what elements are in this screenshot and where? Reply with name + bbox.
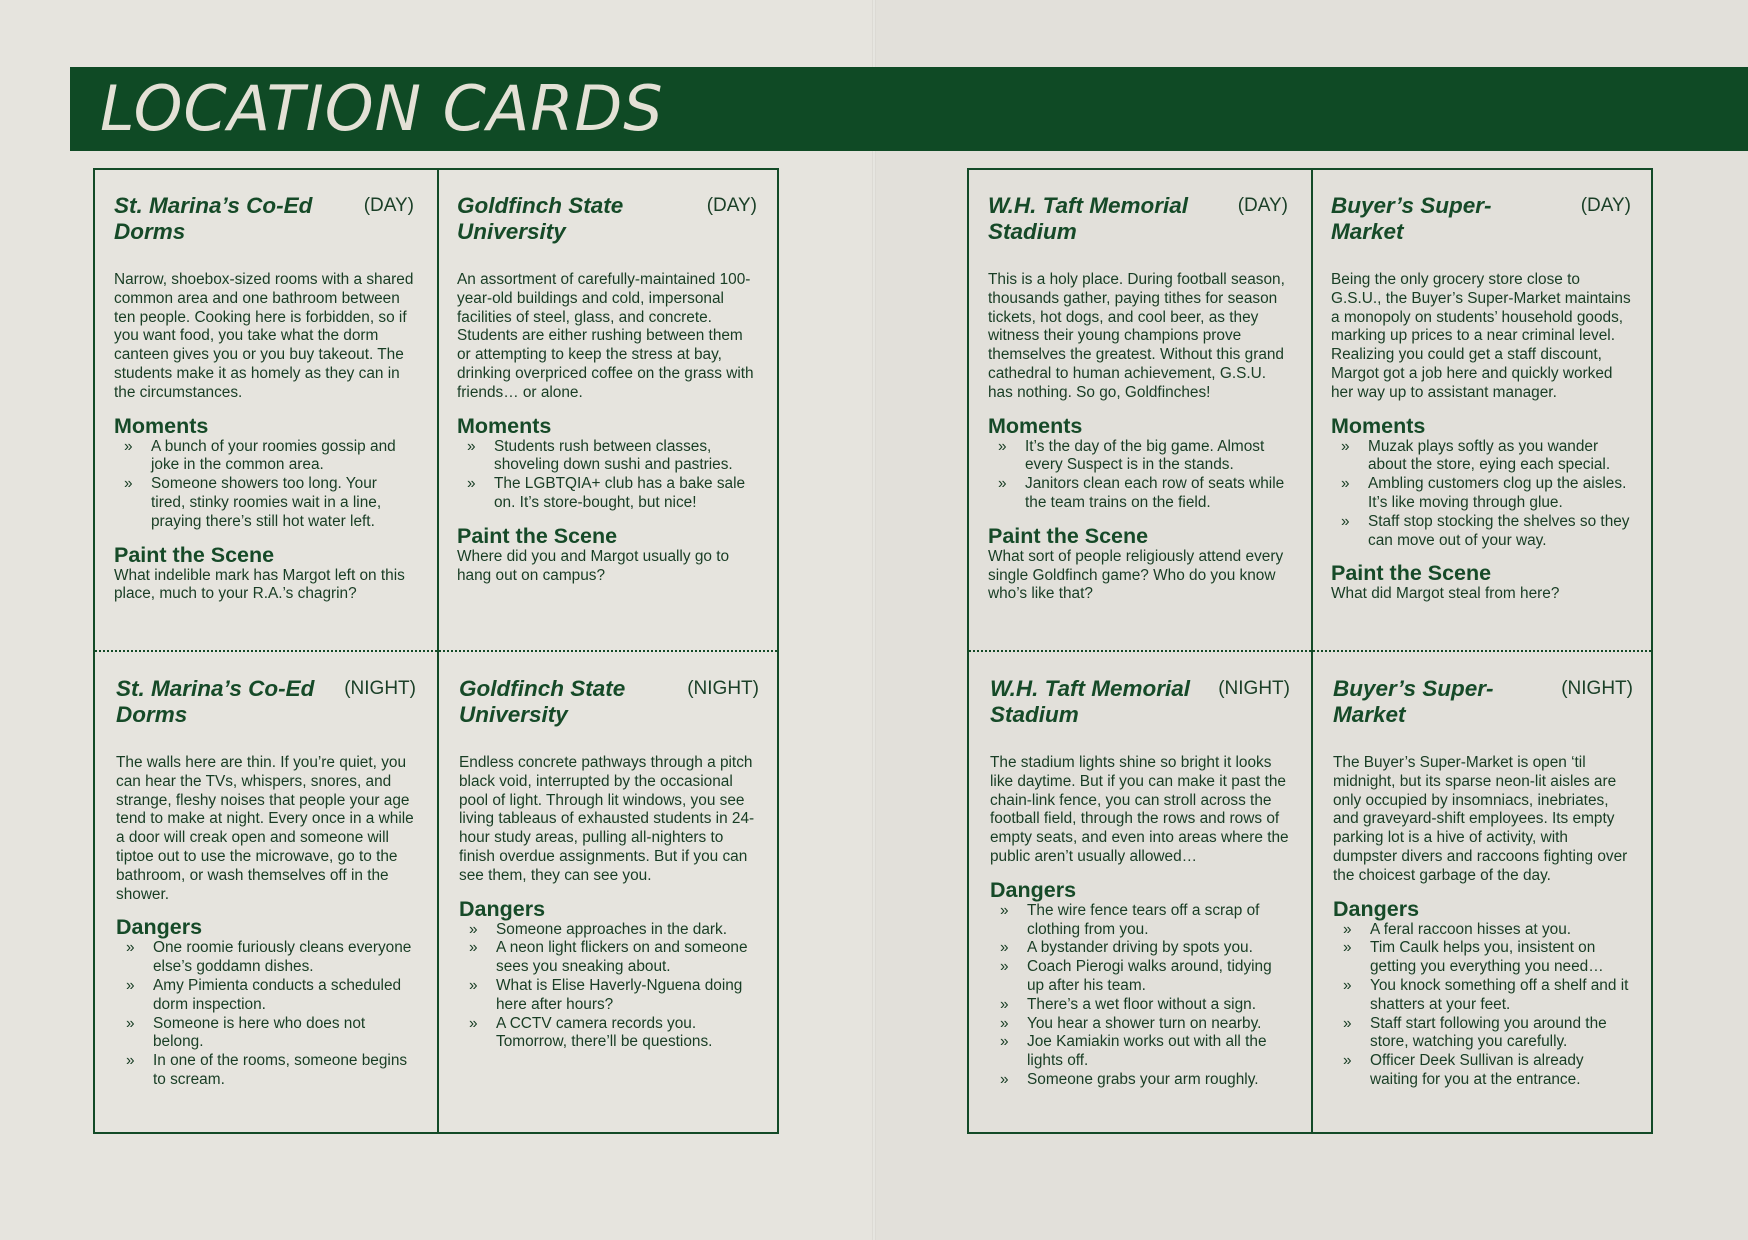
list-item: » Ambling customers clog up the aisles. It’s like moving through glue.: [1331, 475, 1631, 513]
list-item: » There’s a wet floor without a sign.: [990, 996, 1290, 1015]
list-item: » A bunch of your roomies gossip and joke in the common area.: [114, 438, 414, 476]
dangers-list: [459, 921, 759, 1053]
location-card-dorms-night: [116, 676, 416, 1116]
card-description: This is a holy place. During football season, thousands gather, paying tithes for season tickets, hot dogs, and cool beer, as they witness their young champions prove themselves the greatest. Without this grand cathedral to human achievement, G.S.U. has nothing. So go, Goldfinches!: [988, 271, 1285, 401]
list-item: » A neon light flickers on and someone sees you sneaking about.: [459, 939, 759, 977]
card-title: Goldfinch State University: [457, 193, 624, 244]
list-item: » What is Elise Haverly-Nguena doing here after hours?: [459, 977, 759, 1015]
list-item: » Someone is here who does not belong.: [116, 1015, 416, 1053]
list-item: » Tim Caulk helps you, insistent on getting you everything you need…: [1333, 939, 1633, 977]
header-banner: [70, 67, 1748, 151]
book-spine: [872, 0, 876, 1240]
card-time-label: (NIGHT): [687, 678, 759, 699]
card-title: Goldfinch State University: [459, 676, 626, 727]
list-item: » Coach Pierogi walks around, tidying up after his team.: [990, 958, 1290, 996]
location-card-supermarket-night: [1333, 676, 1633, 1116]
location-card-university-night: [459, 676, 759, 1116]
card-description: Being the only grocery store close to G.S.U., the Buyer’s Super-Market maintains a monopoly on students’ household goods, marking up prices to a near criminal level. Realizing you could get a staff discount, Margot got a job here and quickly worked her way up to assistant manager.: [1331, 271, 1631, 401]
location-card-stadium-day: [988, 193, 1288, 633]
card-title: St. Marina’s Co-Ed Dorms: [116, 676, 315, 727]
card-title: Buyer’s Super-Market: [1331, 193, 1492, 244]
paint-scene-text: Where did you and Margot usually go to hang out on campus?: [457, 547, 730, 584]
list-item: » In one of the rooms, someone begins to scream.: [116, 1052, 416, 1090]
paint-scene-heading: Paint the Scene: [457, 523, 618, 548]
dangers-list: [116, 939, 416, 1089]
dangers-heading: Dangers: [1333, 896, 1420, 921]
card-time-label: (NIGHT): [1218, 678, 1290, 699]
list-item: » Students rush between classes, shoveling down sushi and pastries.: [457, 438, 757, 476]
card-title: Buyer’s Super-Market: [1333, 676, 1494, 727]
list-item: » It’s the day of the big game. Almost every Suspect is in the stands.: [988, 438, 1288, 476]
list-item: » Muzak plays softly as you wander about the store, eying each special.: [1331, 438, 1631, 476]
list-item: » Someone showers too long. Your tired, stinky roomies wait in a line, praying there’s still hot water left.: [114, 475, 414, 531]
paint-scene-text: What did Margot steal from here?: [1331, 585, 1560, 603]
list-item: » You hear a shower turn on nearby.: [990, 1015, 1290, 1034]
paint-scene-heading: Paint the Scene: [114, 542, 275, 567]
list-item: » A bystander driving by spots you.: [990, 939, 1290, 958]
card-cut-line: [969, 650, 1651, 652]
card-description: The walls here are thin. If you’re quiet, you can hear the TVs, whispers, snores, and strange, fleshy noises that people your age tend to make at night. Every once in a while a door will creak open and someone will tiptoe out to use the microwave, go to the bathroom, or wash themselves off in the shower.: [116, 754, 414, 903]
list-item: » One roomie furiously cleans everyone else’s goddamn dishes.: [116, 939, 416, 977]
list-item: » Amy Pimienta conducts a scheduled dorm inspection.: [116, 977, 416, 1015]
list-item: » Janitors clean each row of seats while the team trains on the field.: [988, 475, 1288, 513]
moments-heading: Moments: [988, 413, 1083, 438]
dangers-list: [1333, 921, 1633, 1090]
card-title: St. Marina’s Co-Ed Dorms: [114, 193, 313, 244]
moments-list: [988, 438, 1288, 513]
moments-heading: Moments: [1331, 413, 1426, 438]
card-cut-line: [95, 650, 777, 652]
paint-scene-text: What indelible mark has Margot left on this place, much to your R.A.’s chagrin?: [114, 566, 405, 603]
list-item: » A feral raccoon hisses at you.: [1333, 921, 1633, 940]
card-description: The stadium lights shine so bright it looks like daytime. But if you can make it past the chain-link fence, you can stroll across the football field, through the rows and rows of empty seats, and even into areas where the public aren’t usually allowed…: [990, 754, 1289, 865]
location-card-dorms-day: [114, 193, 414, 633]
page-title: LOCATION CARDS: [100, 72, 664, 145]
card-time-label: (DAY): [363, 195, 414, 216]
list-item: » Staff start following you around the store, watching you carefully.: [1333, 1015, 1633, 1053]
location-card-stadium-night: [990, 676, 1290, 1116]
list-item: » The wire fence tears off a scrap of clothing from you.: [990, 902, 1290, 940]
card-time-label: (DAY): [1580, 195, 1631, 216]
paint-scene-heading: Paint the Scene: [1331, 561, 1492, 586]
card-time-label: (NIGHT): [344, 678, 416, 699]
list-item: » Joe Kamiakin works out with all the lights off.: [990, 1033, 1290, 1071]
list-item: » Someone approaches in the dark.: [459, 921, 759, 940]
dangers-list: [990, 902, 1290, 1090]
paint-scene-heading: Paint the Scene: [988, 523, 1149, 548]
card-description: Endless concrete pathways through a pitch black void, interrupted by the occasional pool of light. Through lit windows, you see living tableaus of exhausted students in 24-hour study areas, pulling all-nighters to finish overdue assignments. But if you can see them, they can see you.: [459, 754, 755, 884]
card-time-label: (NIGHT): [1561, 678, 1633, 699]
location-card-university-day: [457, 193, 757, 633]
card-description: An assortment of carefully-maintained 100-year-old buildings and cold, impersonal facilities of steel, glass, and concrete. Students are either rushing between them or attempting to keep the stress at bay, drinking overpriced coffee on the grass with friends… or alone.: [457, 271, 754, 401]
location-card-supermarket-day: [1331, 193, 1631, 633]
card-title: W.H. Taft Memorial Stadium: [990, 676, 1191, 727]
list-item: » The LGBTQIA+ club has a bake sale on. It’s store-bought, but nice!: [457, 475, 757, 513]
moments-heading: Moments: [114, 413, 209, 438]
card-time-label: (DAY): [1237, 195, 1288, 216]
paint-scene-text: What sort of people religiously attend every single Goldfinch game? Who do you know who’s like that?: [988, 547, 1284, 603]
card-description: The Buyer’s Super-Market is open ‘til midnight, but its sparse neon-lit aisles are only occupied by insomniacs, inebriates, and graveyard-shift employees. Its empty parking lot is a hive of activity, with dumpster divers and raccoons fighting over the choicest garbage of the day.: [1333, 754, 1628, 884]
dangers-heading: Dangers: [116, 915, 203, 940]
list-item: » Someone grabs your arm roughly.: [990, 1071, 1290, 1090]
moments-list: [1331, 438, 1631, 551]
list-item: » You knock something off a shelf and it shatters at your feet.: [1333, 977, 1633, 1015]
card-title: W.H. Taft Memorial Stadium: [988, 193, 1189, 244]
card-description: Narrow, shoebox-sized rooms with a shared common area and one bathroom between ten people. Cooking here is forbidden, so if you want food, you take what the dorm canteen gives you or you buy takeout. The students make it as homely as they can in the circumstances.: [114, 271, 414, 401]
moments-heading: Moments: [457, 413, 552, 438]
list-item: » A CCTV camera records you. Tomorrow, there’ll be questions.: [459, 1015, 759, 1053]
list-item: » Staff stop stocking the shelves so they can move out of your way.: [1331, 513, 1631, 551]
moments-list: [114, 438, 414, 532]
card-time-label: (DAY): [706, 195, 757, 216]
dangers-heading: Dangers: [990, 877, 1077, 902]
list-item: » Officer Deek Sullivan is already waiting for you at the entrance.: [1333, 1052, 1633, 1090]
moments-list: [457, 438, 757, 513]
dangers-heading: Dangers: [459, 896, 546, 921]
